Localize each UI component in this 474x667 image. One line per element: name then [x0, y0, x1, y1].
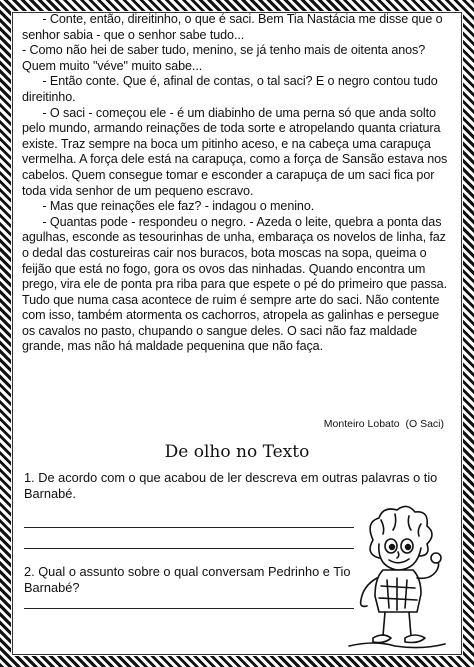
answer-line-1[interactable]	[24, 527, 354, 528]
section-title: De olho no Texto	[164, 442, 310, 462]
author-credit: Monteiro Lobato (O Saci)	[323, 418, 444, 430]
story-text	[22, 12, 454, 355]
kid-character-icon	[345, 500, 450, 650]
paragraph-5: - Mas que reinações ele faz? - indagou o menino.	[22, 199, 315, 214]
paragraph-6: - Quantas pode - respondeu o negro. - Azeda o leite, quebra a ponta das agulhas, esconde as tesourinhas de unha, embaraça os novelos de linha, faz o dedal das costureiras cair nos buracos, bota moscas na sopa, queima o feijão que está no fogo, gora os ovos das ninhadas. Quando encontra um prego, vira ele de ponta pra riba para que espete o pé do primeiro que passa. Tudo que numa casa acontece de ruim é sempre arte do saci. Não contente com isso, também atormenta os cachorros, atropela as galinhas e persegue os cavalos no pasto, chupando o sangue deles. O saci não faz maldade grande, mas não há maldade pequenina que não faça.	[22, 214, 451, 354]
question-2: 2. Qual o assunto sobre o qual conversam Pedrinho e Tio Barnabé?	[24, 564, 351, 595]
question-1: 1. De acordo com o que acabou de ler descreva em outras palavras o tio Barnabé.	[24, 470, 438, 501]
paragraph-3: - Então conte. Que é, afinal de contas, o tal saci? E o negro contou tudo direitinho.	[22, 74, 442, 104]
answer-line-2[interactable]	[24, 548, 354, 549]
paragraph-2: - Como não hei de saber tudo, menino, se já tenho mais de oitenta anos? Quem muito "véve" muito sabe...	[22, 43, 429, 73]
paragraph-4: - O saci - começou ele - é um diabinho de uma perna só que anda solto pelo mundo, armando reinações de toda sorte e atropelando quanta criatura existe. Traz sempre na boca um pitinho aceso, e na cabeça uma carapuça vermelha. A força dele está na carapuça, como a força de Sansão estava nos cabelos. Quem consegue tomar e esconder a carapuça de um saci fica por toda vida senhor de um pequeno escravo.	[22, 105, 451, 198]
answer-line-3[interactable]	[24, 608, 354, 609]
paragraph-1: - Conte, então, direitinho, o que é saci. Bem Tia Nastácia me disse que o senhor sabia - que o senhor sabe tudo...	[22, 12, 446, 42]
